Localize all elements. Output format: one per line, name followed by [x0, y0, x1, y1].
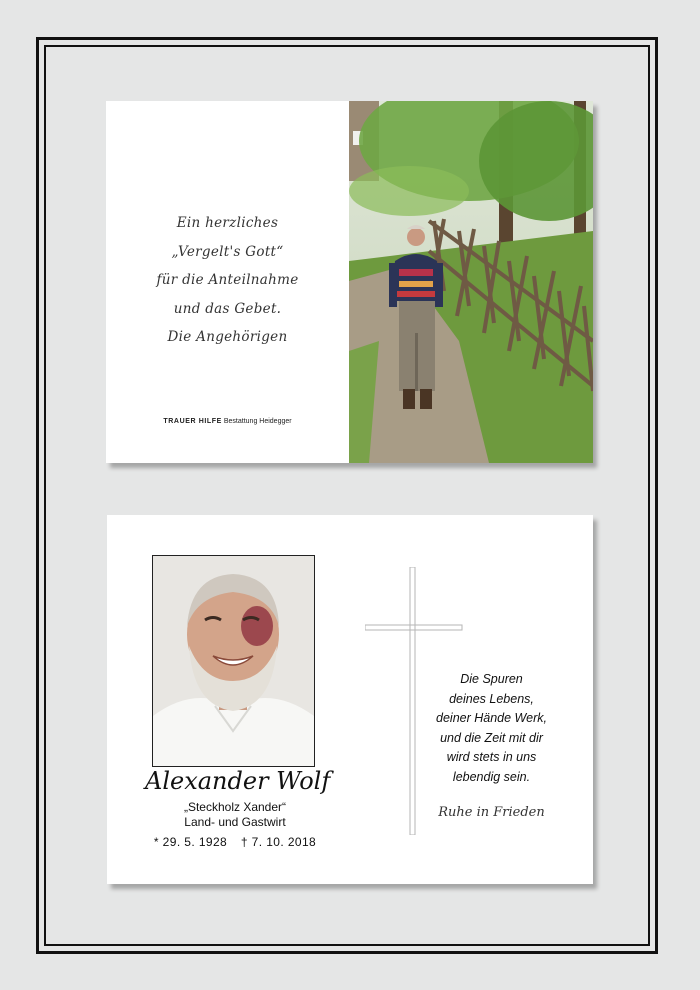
verse-line-4: und die Zeit mit dir [440, 730, 543, 745]
funeral-home-brand [106, 418, 349, 425]
photo-man-in-garden [349, 101, 593, 463]
verse-line-2: deines Lebens, [449, 691, 534, 706]
born-symbol: * [153, 835, 159, 849]
verse-line-5: wird stets in uns [446, 750, 537, 764]
verse-line-1: Die Spuren [460, 672, 523, 686]
trauerhilfe-logo: TRAUER HILFE [163, 418, 222, 425]
thanks-card [106, 101, 593, 463]
thanks-line-1: Ein herzliches [176, 215, 279, 231]
funeral-home-name: Bestattung Heidegger [223, 418, 292, 425]
thanks-line-4: und das Gebet. [173, 300, 282, 317]
thanks-line-2: „Vergelt's Gott“ [171, 243, 284, 260]
born-date: 29. 5. 1928 [162, 835, 228, 849]
thanks-line-5: Die Angehörigen [167, 329, 288, 345]
thanks-text [106, 209, 349, 352]
thanks-line-3: für die Anteilnahme [156, 272, 299, 288]
rest-in-peace: Ruhe in Frieden [438, 805, 545, 820]
deceased-name: Alexander Wolf [145, 767, 331, 795]
memorial-card [107, 515, 593, 884]
verse-line-3: deiner Hände Werk, [436, 711, 547, 725]
verse-line-6: lebendig sein. [452, 769, 531, 784]
memorial-verse [419, 670, 564, 787]
life-dates [145, 835, 325, 849]
died-symbol: † [240, 835, 248, 849]
deceased-profession: Land- und Gastwirt [184, 815, 286, 829]
portrait-photo [152, 555, 315, 767]
deceased-nickname: „Steckholz Xander“ [183, 800, 287, 814]
died-date: 7. 10. 2018 [251, 835, 317, 849]
